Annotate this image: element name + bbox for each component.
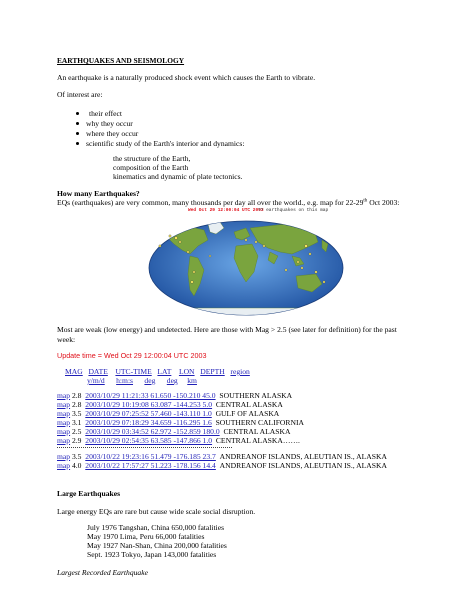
map-link[interactable]: map	[57, 409, 71, 418]
map-link[interactable]: map	[57, 427, 71, 436]
col-mag-link[interactable]: MAG	[65, 367, 83, 376]
quake-data-link[interactable]: 2003/10/29 02:54:35 63.585 -147.866 1.0	[85, 436, 213, 445]
fatality-item: July 1976 Tangshan, China 650,000 fatalities	[87, 523, 225, 532]
col-region-link[interactable]: region	[230, 367, 250, 376]
table-row: map 2.8 2003/10/29 11:21:33 61.650 -150.210 45.0 SOUTHERN ALASKA	[57, 391, 293, 400]
earthquake-world-map	[146, 208, 346, 317]
table-header-row	[65, 367, 250, 376]
eq-intro-line: EQs (earthquakes) are very common, many thousands per day all over the world., e.g. map for 22-29th Oct 2003:	[57, 198, 400, 207]
table-row: map 3.5 2003/10/29 07:25:52 57.460 -143.110 1.0 GULF OF ALASKA	[57, 409, 280, 418]
bullet-dot-icon	[76, 142, 79, 145]
bullet-dot-icon	[76, 132, 79, 135]
large-earthquakes-text: Large energy EQs are rare but cause wide scale social disruption.	[57, 507, 256, 516]
weak-text-line: week:	[57, 335, 76, 344]
map-link[interactable]: map	[57, 418, 71, 427]
map-date-label: Wed Oct 29 12:00:04 UTC 2003	[188, 208, 264, 213]
subpoint: kinematics and dynamic of plate tectonics.	[113, 172, 243, 181]
fatality-item: May 1970 Lima, Peru 66,000 fatalities	[87, 532, 205, 541]
subheader-time-unit: h:m:s	[116, 376, 134, 385]
quake-data-link[interactable]: 2003/10/22 17:57:27 51.223 -178.156 14.4	[85, 461, 216, 470]
weak-text-line: Most are weak (low energy) and undetected. Here are those with Mag > 2.5 (see later for definition) for the past	[57, 325, 397, 334]
table-row: map 2.5 2003/10/29 03:34:52 62.972 -152.859 180.0 CENTRAL ALASKA	[57, 427, 291, 436]
fatality-item: Sept. 1923 Tokyo, Japan 143,000 fatalities	[87, 550, 217, 559]
world-map-graphic	[146, 212, 346, 317]
table-divider	[57, 441, 232, 450]
map-link[interactable]: map	[57, 461, 71, 470]
subheader-depth-unit: km	[187, 376, 197, 385]
table-row: map 2.9 2003/10/29 02:54:35 63.585 -147.866 1.0 CENTRAL ALASKA…….	[57, 436, 300, 445]
map-link[interactable]: map	[57, 400, 71, 409]
subheader-lon-unit: deg	[166, 376, 178, 385]
map-link[interactable]: map	[57, 391, 71, 400]
intro-text: An earthquake is a naturally produced shock event which causes the Earth to vibrate.	[57, 73, 316, 82]
col-utc-time-link[interactable]: UTC-TIME	[115, 367, 152, 376]
subpoint: the structure of the Earth,	[113, 154, 191, 163]
bullet-item: why they occur	[86, 119, 133, 128]
table-row: map 3.1 2003/10/29 07:18:29 34.659 -116.295 1.6 SOUTHERN CALIFORNIA	[57, 418, 304, 427]
bullet-item: scientific study of the Earth's interior and dynamics:	[86, 139, 244, 148]
map-count-label: ?? earthquakes on this map	[258, 208, 329, 213]
col-depth-link[interactable]: DEPTH	[200, 367, 225, 376]
quake-data-link[interactable]: 2003/10/29 07:18:29 34.659 -116.295 1.6	[85, 418, 212, 427]
quake-data-link[interactable]: 2003/10/29 11:21:33 61.650 -150.210 45.0	[85, 391, 216, 400]
subheader-lat-unit: deg	[144, 376, 156, 385]
bullet-dot-icon	[76, 112, 79, 115]
bullet-dot-icon	[76, 122, 79, 125]
quake-data-link[interactable]: 2003/10/29 10:19:08 63.087 -144.253 5.0	[85, 400, 213, 409]
how-many-heading: How many Earthquakes?	[57, 189, 140, 198]
large-earthquakes-heading: Large Earthquakes	[57, 489, 121, 498]
table-row: map 2.8 2003/10/29 10:19:08 63.087 -144.253 5.0 CENTRAL ALASKA	[57, 400, 283, 409]
table-row: map 3.5 2003/10/22 19:23:16 51.479 -176.185 23.7 ANDREANOF ISLANDS, ALEUTIAN IS., ALASKA	[57, 452, 387, 461]
quake-data-link[interactable]: 2003/10/29 03:34:52 62.972 -152.859 180.0	[85, 427, 220, 436]
subheader-date-unit: y/m/d	[87, 376, 105, 385]
interest-label: Of interest are:	[57, 90, 103, 99]
quake-data-link[interactable]: 2003/10/29 07:25:52 57.460 -143.110 1.0	[85, 409, 212, 418]
col-lon-link[interactable]: LON	[178, 367, 195, 376]
col-date-link[interactable]: DATE	[88, 367, 108, 376]
bullet-item: their effect	[86, 109, 122, 118]
update-time: Update time = Wed Oct 29 12:00:04 UTC 2003	[57, 351, 207, 360]
subpoint: composition of the Earth	[113, 163, 189, 172]
fatality-item: May 1927 Nan-Shan, China 200,000 fatalities	[87, 541, 227, 550]
map-link[interactable]: map	[57, 436, 71, 445]
table-subheader-row	[87, 376, 197, 385]
table-row: map 4.0 2003/10/22 17:57:27 51.223 -178.156 14.4 ANDREANOF ISLANDS, ALEUTIAN IS., ALASKA	[57, 461, 387, 470]
map-link[interactable]: map	[57, 452, 71, 461]
largest-recorded-heading: Largest Recorded Earthquake	[57, 568, 148, 577]
page-title: EARTHQUAKES AND SEISMOLOGY	[57, 56, 185, 65]
col-lat-link[interactable]: LAT	[157, 367, 172, 376]
quake-data-link[interactable]: 2003/10/22 19:23:16 51.479 -176.185 23.7	[85, 452, 216, 461]
bullet-item: where they occur	[86, 129, 138, 138]
